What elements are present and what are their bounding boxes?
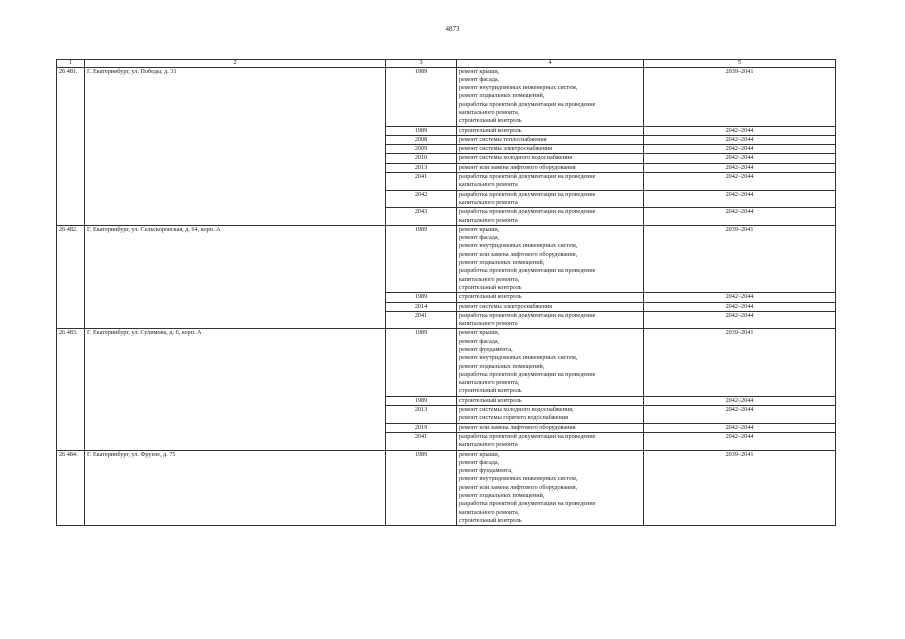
work-types: [457, 423, 644, 432]
work-line: ремонт или замена лифтового оборудования: [459, 423, 576, 431]
work-line: капитального ремонта: [459, 320, 518, 328]
work-line: ремонт подвальных помещений,: [459, 259, 545, 267]
work-line: строительный контроль: [459, 387, 522, 395]
work-year: 1989: [386, 329, 457, 396]
work-types: [457, 293, 644, 302]
repair-period: 2042–2044: [644, 173, 836, 191]
work-year: 2042: [386, 190, 457, 208]
work-year: 1989: [386, 396, 457, 405]
table-row: [57, 225, 836, 292]
repair-period: 2042–2044: [644, 135, 836, 144]
column-header-3: 3: [386, 60, 457, 68]
work-line: ремонт фасада,: [459, 458, 500, 466]
work-line: ремонт или замена лифтового оборудования,: [459, 483, 578, 491]
work-year: 1989: [386, 225, 457, 292]
repair-period: 2039–2041: [644, 225, 836, 292]
work-line: разработка проектной документации на проведение: [459, 100, 596, 108]
work-line: строительный контроль: [459, 516, 522, 524]
repair-period: 2042–2044: [644, 432, 836, 450]
work-types: [457, 329, 644, 396]
work-line: капитального ремонта,: [459, 508, 520, 516]
work-line: ремонт системы электроснабжения: [459, 145, 552, 153]
work-line: строительный контроль: [459, 283, 522, 291]
work-line: разработка проектной документации на проведение: [459, 267, 596, 275]
work-line: ремонт крыши,: [459, 67, 500, 75]
work-types: [457, 406, 644, 424]
repair-period: 2042–2044: [644, 302, 836, 311]
table-header-row: [57, 60, 836, 68]
column-header-1: 1: [57, 60, 85, 68]
work-types: [457, 311, 644, 329]
work-line: разработка проектной документации на проведение: [459, 208, 596, 216]
work-types: [457, 450, 644, 526]
work-year: 1989: [386, 67, 457, 126]
page-number: 4873: [445, 25, 460, 33]
work-line: ремонт внутридомовых инженерных систем,: [459, 475, 578, 483]
work-year: 2014: [386, 302, 457, 311]
work-line: ремонт системы теплоснабжения: [459, 135, 547, 143]
work-year: 2013: [386, 406, 457, 424]
object-number: 26 481.: [57, 67, 85, 225]
work-types: [457, 396, 644, 405]
work-line: строительный контроль: [459, 126, 522, 134]
work-line: разработка проектной документации на проведение: [459, 500, 596, 508]
work-line: ремонт подвальных помещений,: [459, 492, 545, 500]
repair-period: 2042–2044: [644, 406, 836, 424]
work-year: 2043: [386, 208, 457, 226]
work-line: капитального ремонта: [459, 198, 518, 206]
work-line: ремонт подвальных помещений,: [459, 92, 545, 100]
work-line: ремонт или замена лифтового оборудования,: [459, 250, 578, 258]
repair-period: 2042–2044: [644, 396, 836, 405]
work-year: 2010: [386, 154, 457, 163]
table-row: [57, 329, 836, 396]
repair-period: 2039–2041: [644, 67, 836, 126]
repair-period: 2042–2044: [644, 293, 836, 302]
object-address: Г. Екатеринбург, ул. Сулимова, д. 6, корп. А: [85, 329, 386, 450]
work-year: 2041: [386, 432, 457, 450]
work-line: ремонт системы горячего водоснабжения: [459, 414, 568, 422]
work-types: [457, 225, 644, 292]
work-types: [457, 145, 644, 154]
work-line: разработка проектной документации на проведение: [459, 173, 596, 181]
work-line: ремонт внутридомовых инженерных систем,: [459, 242, 578, 250]
work-year: 1989: [386, 126, 457, 135]
work-types: [457, 302, 644, 311]
work-year: 2008: [386, 135, 457, 144]
column-header-5: 5: [644, 60, 836, 68]
work-line: капитального ремонта: [459, 441, 518, 449]
table-row: [57, 450, 836, 526]
work-types: [457, 67, 644, 126]
repair-period: 2042–2044: [644, 311, 836, 329]
work-year: 1989: [386, 450, 457, 526]
work-line: капитального ремонта: [459, 181, 518, 189]
column-header-2: 2: [85, 60, 386, 68]
work-line: ремонт внутридомовых инженерных систем,: [459, 84, 578, 92]
work-line: разработка проектной документации на проведение: [459, 311, 596, 319]
work-line: ремонт крыши,: [459, 225, 500, 233]
work-line: капитального ремонта: [459, 216, 518, 224]
work-year: 2009: [386, 145, 457, 154]
work-line: ремонт фундамента,: [459, 467, 513, 475]
work-line: капитального ремонта,: [459, 379, 520, 387]
column-header-4: 4: [457, 60, 644, 68]
capital-repair-table: [56, 59, 836, 526]
repair-period: 2042–2044: [644, 163, 836, 172]
work-line: разработка проектной документации на проведение: [459, 190, 596, 198]
work-types: [457, 173, 644, 191]
work-line: капитального ремонта,: [459, 275, 520, 283]
work-types: [457, 135, 644, 144]
table-body: [57, 67, 836, 526]
repair-period: 2042–2044: [644, 126, 836, 135]
work-year: 2013: [386, 163, 457, 172]
work-line: строительный контроль: [459, 293, 522, 301]
work-line: ремонт крыши,: [459, 450, 500, 458]
work-line: разработка проектной документации на проведение: [459, 370, 596, 378]
work-types: [457, 432, 644, 450]
work-types: [457, 190, 644, 208]
work-line: строительный контроль: [459, 396, 522, 404]
table-row: [57, 67, 836, 126]
work-line: ремонт системы электроснабжения: [459, 302, 552, 310]
work-line: ремонт подвальных помещений,: [459, 362, 545, 370]
work-line: ремонт внутридомовых инженерных систем,: [459, 354, 578, 362]
work-types: [457, 154, 644, 163]
work-year: 2041: [386, 173, 457, 191]
work-line: разработка проектной документации на проведение: [459, 432, 596, 440]
work-types: [457, 163, 644, 172]
object-address: Г. Екатеринбург, ул. Фрунзе, д. 75: [85, 450, 386, 526]
work-year: 1989: [386, 293, 457, 302]
work-line: ремонт системы холодного водоснабжения,: [459, 406, 574, 414]
repair-period: 2042–2044: [644, 423, 836, 432]
repair-period: 2039–2041: [644, 450, 836, 526]
work-types: [457, 126, 644, 135]
repair-period: 2042–2044: [644, 190, 836, 208]
work-line: ремонт системы холодного водоснабжения: [459, 154, 573, 162]
work-types: [457, 208, 644, 226]
work-line: ремонт фасада,: [459, 75, 500, 83]
repair-period: 2042–2044: [644, 208, 836, 226]
work-line: строительный контроль: [459, 117, 522, 125]
object-address: Г. Екатеринбург, ул. Сельскоровская, д. 64, корп. А: [85, 225, 386, 329]
work-line: ремонт крыши,: [459, 329, 500, 337]
repair-period: 2042–2044: [644, 145, 836, 154]
work-line: ремонт или замена лифтового оборудования: [459, 163, 576, 171]
object-number: 26 482.: [57, 225, 85, 329]
repair-period: 2039–2041: [644, 329, 836, 396]
object-address: Г. Екатеринбург, ул. Победы, д. 31: [85, 67, 386, 225]
work-line: ремонт фундамента,: [459, 346, 513, 353]
work-year: 2041: [386, 311, 457, 329]
object-number: 26 483.: [57, 329, 85, 450]
repair-period: 2042–2044: [644, 154, 836, 163]
object-number: 26 484.: [57, 450, 85, 526]
work-year: 2019: [386, 423, 457, 432]
work-line: ремонт фасада,: [459, 234, 500, 242]
work-line: ремонт фасада,: [459, 337, 500, 345]
work-line: капитального ремонта,: [459, 108, 520, 116]
